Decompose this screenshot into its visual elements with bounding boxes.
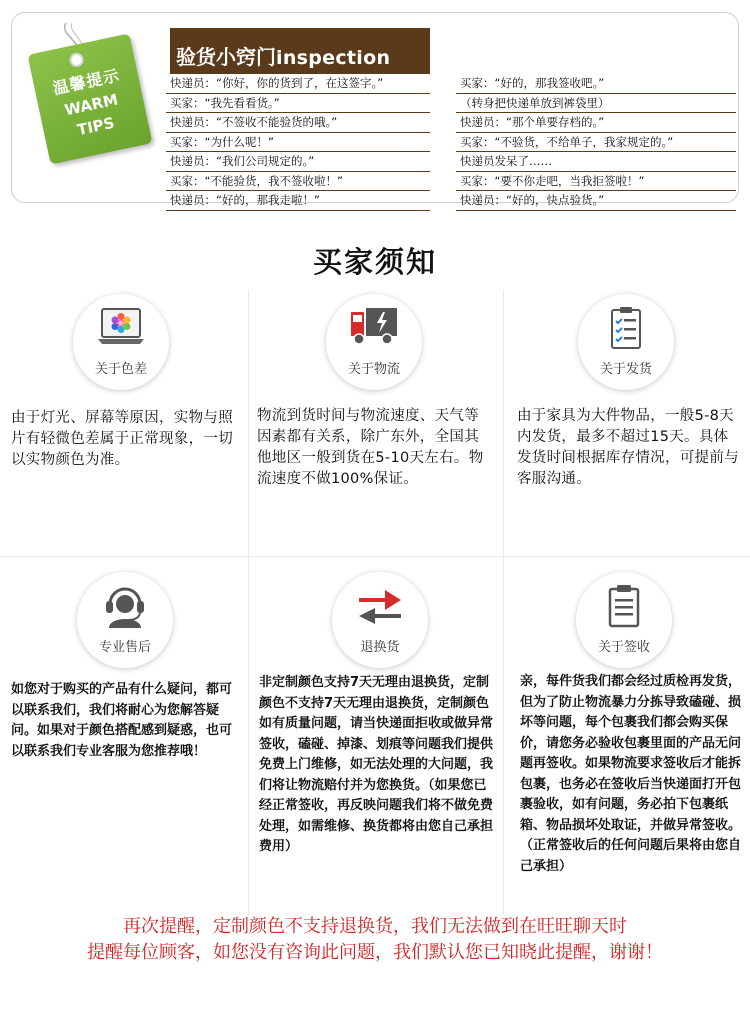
return-exchange-text: 非定制颜色支持7天无理由退换货，定制颜色不支持7天无理由退换货，定制颜色如有质量问题，请当快递面拒收或做异常签收，磕碰、掉漆、划痕等问题我们提供免费上门维修，如无法处理的大问题，我们将让物流赔付并为您换货。（如果您已经正常签收，再反映问题我们将不做免费处理，如需维修、换货都将由您自己承担费用） [259,675,494,854]
badge-label: 关于物流 [347,362,400,377]
checklist-clipboard-icon [601,306,651,350]
dialog-line: （转身把快递单放到裤袋里） [456,94,736,114]
dialog-line: 买家：“不验货，不给单子，我家规定的。” [456,133,736,153]
return-exchange-badge [332,572,428,668]
after-sales-badge [77,572,173,668]
shipping-badge [578,294,674,390]
dialog-line: 买家：“不能验货，我不签收啦！” [166,172,430,192]
dialog-line: 快递员：“好的，那我走啦！” [166,191,430,211]
grid-divider [248,290,249,915]
badge-label: 关于发货 [599,362,652,377]
grid-divider [503,290,504,915]
notice-title: 买家须知 [312,245,437,279]
logistics-badge [326,294,422,390]
dialog-line: 快递员：“你好，你的货到了，在这签字。” [166,74,430,94]
color-difference-badge [73,294,169,390]
reminder-line-2: 提醒每位顾客，如您没有咨询此问题，我们默认您已知晓此提醒，谢谢！ [87,942,663,963]
headset-agent-icon [100,584,150,628]
dialog-line: 买家：“我先看看货。” [166,94,430,114]
dialog-left-column [166,74,430,211]
badge-label: 关于签收 [597,640,650,655]
sign-receipt-badge [576,572,672,668]
dialog-right-column [456,74,736,211]
badge-label: 退换货 [360,640,400,655]
reminder-line-1: 再次提醒，定制颜色不支持退换货，我们无法做到在旺旺聊天时 [123,916,627,937]
dialog-line: 快递员：“我们公司规定的。” [166,152,430,172]
warm-tips-tag [27,33,152,164]
exchange-arrows-icon [355,584,405,628]
tag-title-en-1: WARM [62,90,120,120]
grid-divider [0,556,750,557]
dialog-line: 买家：“为什么呢！” [166,133,430,153]
tag-title-cn: 温馨提示 [51,65,122,99]
dialog-line: 买家：“好的，那我签收吧。” [456,74,736,94]
delivery-truck-icon [349,306,399,350]
dialog-line: 快递员：“不签收不能验货的哦。” [166,113,430,133]
dialog-line: 快递员：“那个单要存档的。” [456,113,736,133]
dialog-line: 快递员发呆了…… [456,152,736,172]
warm-tips-panel [11,12,739,207]
inspection-header [170,28,430,74]
dialog-line: 买家：“要不你走吧，当我拒签啦！” [456,172,736,192]
inspection-header-cn: 验货小窍门 [176,45,276,69]
inspection-header-en: inspection [276,47,391,69]
badge-label: 关于色差 [94,362,147,377]
tag-title-en-2: TIPS [75,113,117,140]
badge-label: 专业售后 [98,640,151,655]
color-monitor-icon [96,306,146,350]
sign-clipboard-icon [599,584,649,628]
after-sales-text: 如您对于购买的产品有什么疑问，都可以联系我们，我们将耐心为您解答疑问。如果对于颜色搭配感到疑惑，也可以联系我们专业客服为您推荐哦！ [11,682,233,759]
logistics-text: 物流到货时间与物流速度、天气等因素都有关系，除广东外，全国其他地区一般到货在5-10天左右。物流速度不做100%保证。 [257,408,484,487]
shipping-text: 由于家具为大件物品，一般5-8天内发货，最多不超过15天。具体发货时间根据库存情况，可提前与客服沟通。 [517,408,739,487]
color-difference-text: 由于灯光、屏幕等原因，实物与照片有轻微色差属于正常现象，一切以实物颜色为准。 [11,410,233,468]
sign-receipt-text: 亲，每件货我们都会经过质检再发货，但为了防止物流暴力分拣导致磕碰、损坏等问题，每个包裹我们都会购买保价，请您务必验收包裹里面的产品无问题再签收。如果物流要求签收后才能拆包裹，也务必在签收后当快递面打开包裹验收，如有问题，务必拍下包裹纸箱、物品损坏处取证，并做异常签收。（正常签收后的任何问题后果将由您自己承担） [520,674,742,874]
dialog-line: 快递员：“好的，快点验货。” [456,191,736,211]
